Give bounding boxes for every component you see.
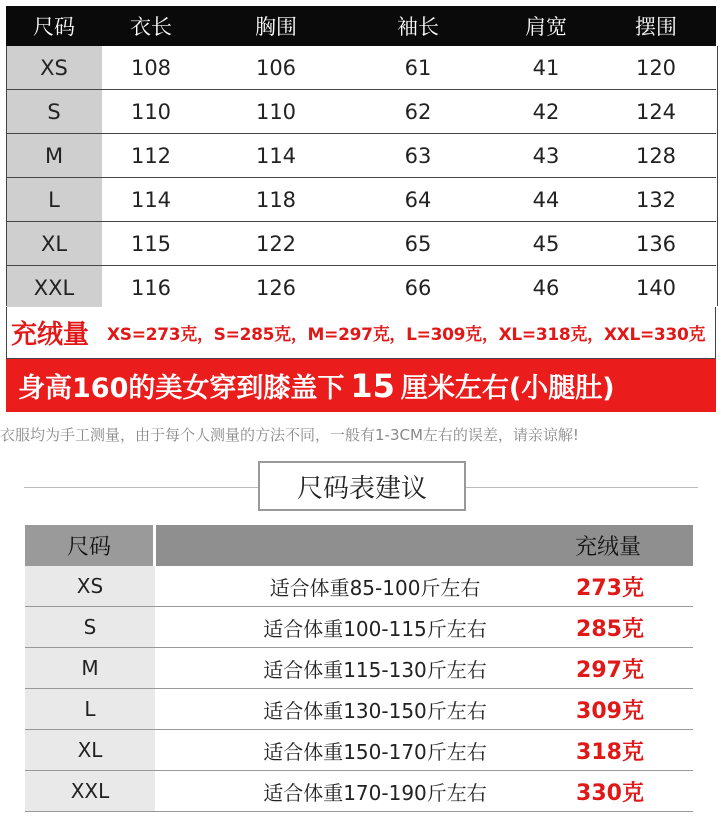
down-fill-row	[6, 307, 716, 359]
suggestion-fill: 297克	[576, 657, 644, 683]
hem-cell: 132	[635, 187, 677, 212]
chest-cell: 106	[255, 55, 297, 80]
banner-number: 15	[350, 366, 395, 405]
banner-text-end: 厘米左右(小腿肚)	[400, 373, 615, 404]
chest-cell: 110	[255, 99, 297, 124]
measurement-note: 衣服均为手工测量，由于每个人测量的方法不同，一般有1-3CM左右的误差，请亲谅解!	[0, 425, 579, 444]
suggestion-size: XL	[25, 730, 155, 770]
hem-cell: 140	[635, 275, 677, 300]
suggestion-size: L	[25, 689, 155, 729]
chest-cell: 118	[255, 187, 297, 212]
chest-cell: 122	[255, 231, 297, 256]
suggestion-weight: 适合体重100-115斤左右	[263, 616, 487, 641]
sleeve-cell: 62	[404, 99, 432, 124]
chest-cell: 126	[255, 275, 297, 300]
suggestion-fill: 309克	[576, 698, 644, 724]
table-row	[25, 730, 693, 771]
down-fill-label: 充绒量	[11, 320, 90, 350]
shoulder-cell: 44	[532, 187, 560, 212]
suggestion-fill: 330克	[576, 780, 644, 806]
table-header-row	[6, 6, 716, 46]
header-shoulder: 肩宽	[525, 15, 567, 39]
header-size: 尺码	[33, 15, 75, 39]
table-row	[25, 607, 693, 648]
hem-cell: 128	[635, 143, 677, 168]
down-fill-values: XS=273克，S=285克，M=297克，L=309克，XL=318克，XXL=330克	[107, 325, 706, 345]
table-row	[25, 689, 693, 730]
suggestion-fill: 318克	[576, 739, 644, 765]
shoulder-cell: 45	[532, 231, 560, 256]
sleeve-cell: 63	[404, 143, 432, 168]
suggestion-fill: 285克	[576, 616, 644, 642]
suggestion-header-fill: 充绒量	[574, 535, 641, 560]
length-cell: 115	[130, 231, 172, 256]
chest-cell: 114	[255, 143, 297, 168]
length-banner	[6, 359, 716, 412]
size-cell: S	[6, 90, 102, 133]
length-cell: 110	[130, 99, 172, 124]
length-cell: 116	[130, 275, 172, 300]
sleeve-cell: 61	[404, 55, 432, 80]
hem-cell: 120	[635, 55, 677, 80]
size-cell: XL	[6, 222, 102, 265]
table-row	[6, 46, 716, 90]
suggestion-weight: 适合体重170-190斤左右	[263, 780, 487, 805]
size-cell: M	[6, 134, 102, 177]
size-cell: L	[6, 178, 102, 221]
suggestion-size: XXL	[25, 771, 155, 811]
title-divider-left	[24, 487, 258, 488]
length-cell: 112	[130, 143, 172, 168]
table-row	[6, 266, 716, 310]
sleeve-cell: 64	[404, 187, 432, 212]
hem-cell: 124	[635, 99, 677, 124]
suggestion-size: XS	[25, 566, 155, 606]
size-cell: XXL	[6, 266, 102, 309]
length-cell: 114	[130, 187, 172, 212]
suggestion-size: M	[25, 648, 155, 688]
suggestion-weight: 适合体重150-170斤左右	[263, 739, 487, 764]
suggestion-size: S	[25, 607, 155, 647]
suggestion-header-size: 尺码	[25, 525, 156, 566]
suggestion-header-row	[25, 525, 693, 566]
suggestion-weight: 适合体重85-100斤左右	[269, 575, 481, 600]
suggestion-weight: 适合体重115-130斤左右	[263, 657, 487, 682]
hem-cell: 136	[635, 231, 677, 256]
table-row	[25, 771, 693, 812]
length-cell: 108	[130, 55, 172, 80]
section-title: 尺码表建议	[258, 461, 466, 511]
header-hem: 摆围	[635, 15, 677, 39]
table-row	[6, 178, 716, 222]
header-chest: 胸围	[255, 15, 297, 39]
suggestion-fill: 273克	[576, 575, 644, 601]
size-cell: XS	[6, 46, 102, 89]
shoulder-cell: 41	[532, 55, 560, 80]
sleeve-cell: 65	[404, 231, 432, 256]
table-row	[6, 134, 716, 178]
table-row	[25, 648, 693, 689]
sleeve-cell: 66	[404, 275, 432, 300]
shoulder-cell: 43	[532, 143, 560, 168]
table-row	[6, 222, 716, 266]
title-divider-right	[466, 487, 698, 488]
shoulder-cell: 46	[532, 275, 560, 300]
shoulder-cell: 42	[532, 99, 560, 124]
header-length: 衣长	[130, 15, 172, 39]
table-row	[25, 566, 693, 607]
table-row	[6, 90, 716, 134]
suggestion-weight: 适合体重130-150斤左右	[263, 698, 487, 723]
header-sleeve: 袖长	[397, 15, 439, 39]
banner-text-start: 身高160的美女穿到膝盖下	[18, 373, 345, 404]
